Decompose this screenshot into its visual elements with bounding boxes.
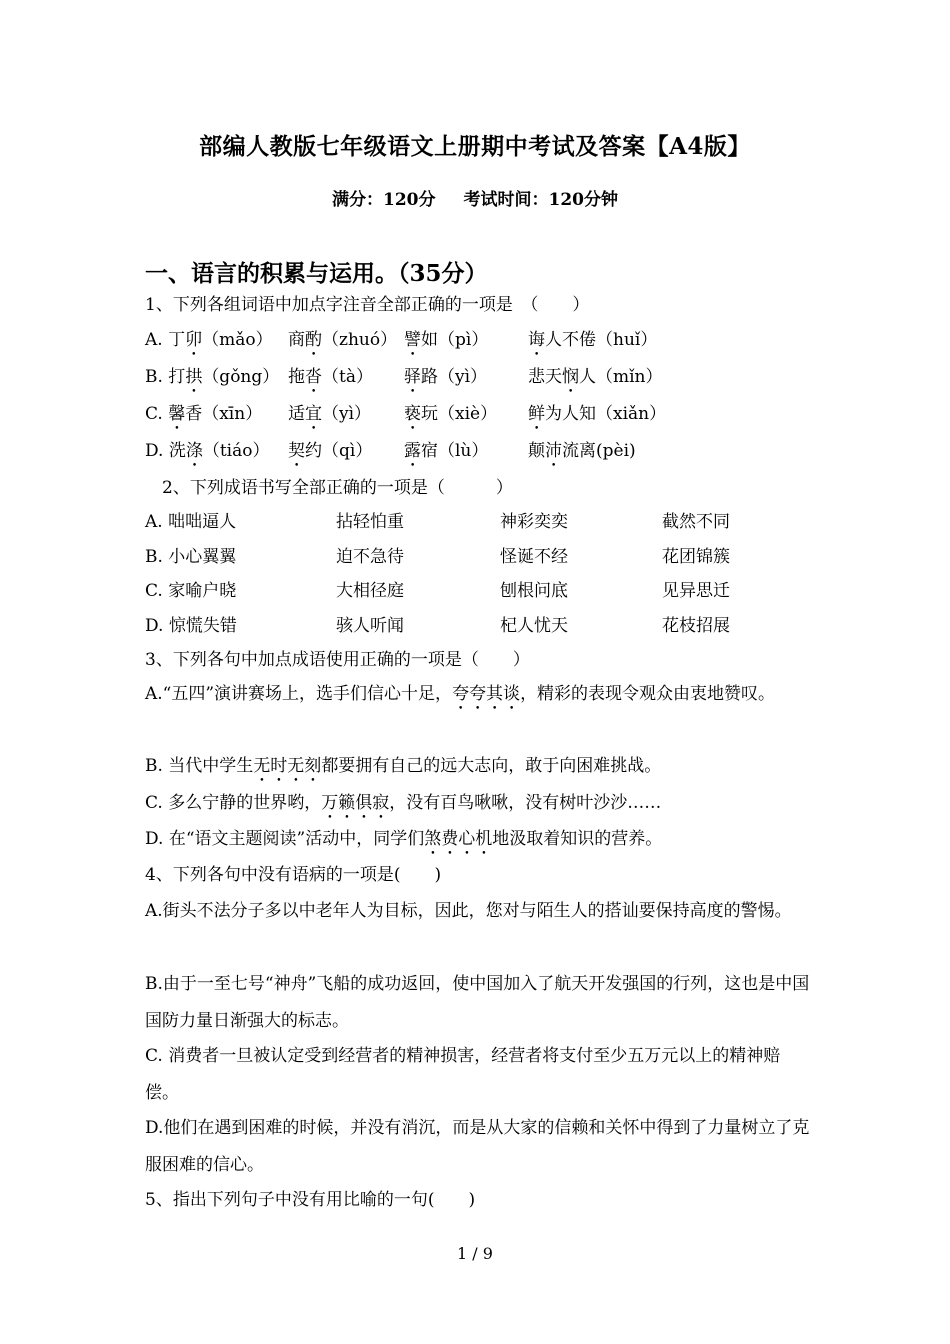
question-2-stem: 2、下列成语书写全部正确的一项是（ ） xyxy=(162,478,513,498)
q2-option: 见异思迁 xyxy=(662,581,730,601)
q1-option-d-3: 露宿（lù） xyxy=(404,441,489,461)
q2-option: 杞人忧天 xyxy=(500,616,568,636)
q1-option-b-4: 悲天悯人（mǐn） xyxy=(528,367,663,387)
q1-option-b-2: 拖沓（tà） xyxy=(288,367,373,387)
q2-option: 花枝招展 xyxy=(662,616,730,636)
page-title: 部编人教版七年级语文上册期中考试及答案【A4版】 xyxy=(199,133,751,160)
q2-option: 骇人听闻 xyxy=(336,616,404,636)
page-number: 1 / 9 xyxy=(457,1244,493,1263)
q2-option: 拈轻怕重 xyxy=(336,512,404,532)
q1-option-a: A. 丁卯（mǎo） xyxy=(145,330,273,350)
q2-option: 神彩奕奕 xyxy=(500,512,568,532)
section-heading: 一、语言的积累与运用。（35分） xyxy=(145,260,488,287)
q2-option: C. 家喻户晓 xyxy=(145,581,237,601)
q1-option-a-4: 诲人不倦（huǐ） xyxy=(528,330,658,350)
question-4-stem: 4、下列各句中没有语病的一项是( ) xyxy=(145,865,442,885)
q1-option-d: D. 洗涤（tiáo） xyxy=(145,441,270,461)
question-3-stem: 3、下列各句中加点成语使用正确的一项是（ ） xyxy=(145,650,530,670)
q1-option-b: B. 打拱（gǒng） xyxy=(145,367,280,387)
q2-option: 刨根问底 xyxy=(500,581,568,601)
q4-option-a: A.街头不法分子多以中老年人为目标，因此，您对与陌生人的搭讪要保持高度的警惕。 xyxy=(145,901,792,921)
q3-option-d: D. 在“语文主题阅读”活动中，同学们煞费心机地汲取着知识的营养。 xyxy=(145,829,663,849)
q1-option-a-3: 譬如（pì） xyxy=(404,330,489,350)
q4-option-d: D.他们在遇到困难的时候，并没有消沉，而是从大家的信赖和关怀中得到了力量树立了克服困难的信心。 xyxy=(145,1118,810,1175)
q1-option-a-2: 商酌（zhuó） xyxy=(288,330,398,350)
q2-option: 怪诞不经 xyxy=(500,547,568,567)
q1-option-d-2: 契约（qì） xyxy=(288,441,373,461)
q1-option-c-3: 亵玩（xiè） xyxy=(404,404,498,424)
q1-option-c-2: 适宜（yì） xyxy=(288,404,372,424)
question-5-stem: 5、指出下列句子中没有用比喻的一句( ) xyxy=(145,1190,476,1210)
full-score: 满分：120分 xyxy=(332,190,436,210)
q3-option-b: B. 当代中学生无时无刻都要拥有自己的远大志向，敢于向困难挑战。 xyxy=(145,756,662,776)
q4-option-b: B.由于一至七号“神舟”飞船的成功返回，使中国加入了航天开发强国的行列，这也是中国国防力量日渐强大的标志。 xyxy=(145,974,810,1031)
q1-option-c-4: 鲜为人知（xiǎn） xyxy=(528,404,667,424)
exam-time: 考试时间：120分钟 xyxy=(463,190,618,210)
q4-option-c: C. 消费者一旦被认定受到经营者的精神损害，经营者将支付至少五万元以上的精神赔偿。 xyxy=(145,1046,781,1103)
q2-option: 迫不急待 xyxy=(336,547,404,567)
q2-option: A. 咄咄逼人 xyxy=(145,512,237,532)
exam-meta xyxy=(0,185,950,210)
q2-option: 截然不同 xyxy=(662,512,730,532)
q1-option-c: C. 馨香（xīn） xyxy=(145,404,263,424)
q2-option: 大相径庭 xyxy=(336,581,404,601)
question-1-stem: 1、下列各组词语中加点字注音全部正确的一项是 （ ） xyxy=(145,295,590,315)
q2-option: D. 惊慌失错 xyxy=(145,616,237,636)
q3-option-a: A.“五四”演讲赛场上，选手们信心十足，夸夸其谈，精彩的表现令观众由衷地赞叹。 xyxy=(145,684,776,704)
q1-option-d-4: 颠沛流离(pèi) xyxy=(528,441,636,461)
q2-option: B. 小心翼翼 xyxy=(145,547,237,567)
q2-option: 花团锦簇 xyxy=(662,547,730,567)
q3-option-c: C. 多么宁静的世界哟，万籁俱寂，没有百鸟啾啾，没有树叶沙沙…… xyxy=(145,793,662,813)
q1-option-b-3: 驿路（yì） xyxy=(404,367,488,387)
